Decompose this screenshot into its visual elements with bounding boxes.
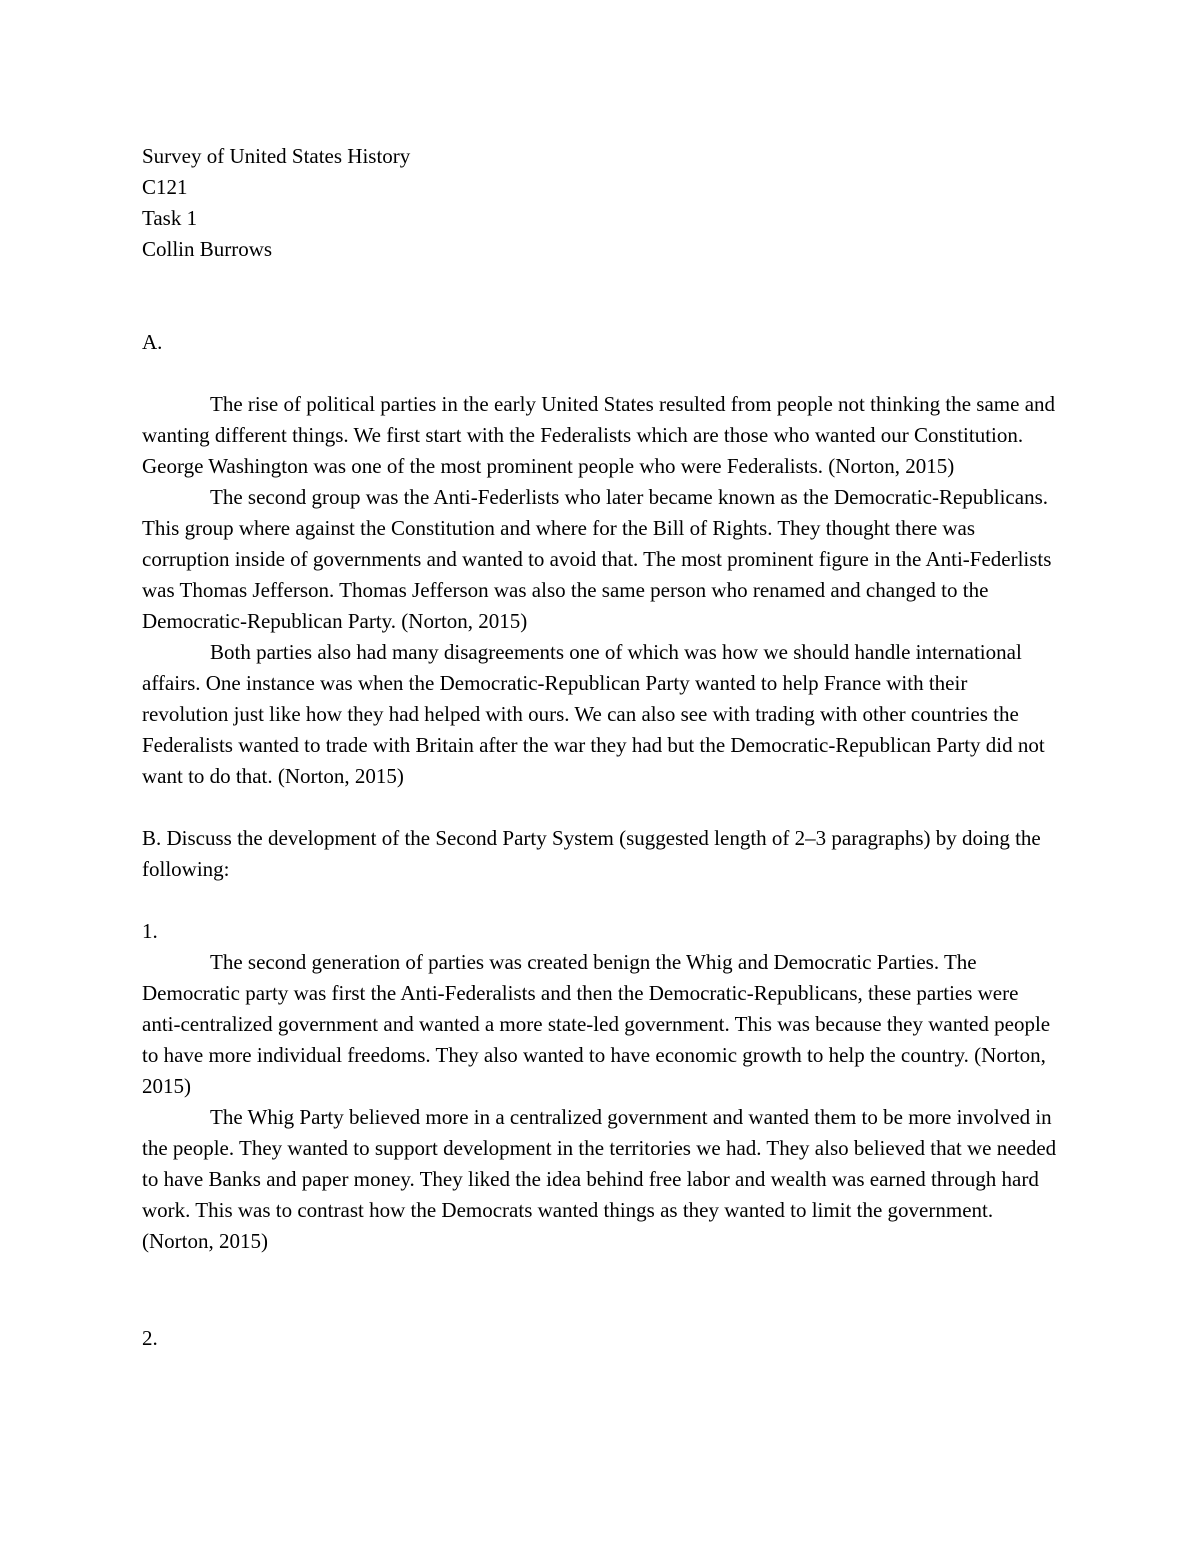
spacer <box>142 265 1058 327</box>
course-title: Survey of United States History <box>142 144 411 168</box>
author-name: Collin Burrows <box>142 237 273 261</box>
section-a-paragraph-2: The second group was the Anti-Federlists who later became known as the Democratic-Republicans. This group where against the Constitution and where for the Bill of Rights. They thought there was corruption inside of governments and wanted to avoid that. The most prominent figure in the Anti-Federlists was Thomas Jefferson. Thomas Jefferson was also the same person who renamed and changed to the Democratic-Republican Party. (Norton, 2015) <box>142 485 1052 633</box>
spacer <box>142 792 1058 823</box>
spacer <box>142 885 1058 916</box>
section-a-label: A. <box>142 330 163 354</box>
section-a-paragraph-3: Both parties also had many disagreements one of which was how we should handle international affairs. One instance was when the Democratic-Republican Party wanted to help France with their revolution just like how they had helped with ours. We can also see with trading with other countries the Federalists wanted to trade with Britain after the war they had but the Democratic-Republican Party did not want to do that. (Norton, 2015) <box>142 640 1045 788</box>
task-label: Task 1 <box>142 206 198 230</box>
section-a-paragraph-1: The rise of political parties in the early United States resulted from people not thinking the same and wanting different things. We first start with the Federalists which are those who wanted our Constitution. George Washington was one of the most prominent people who were Federalists. (Norton, 2015) <box>142 392 1056 478</box>
item-1-label: 1. <box>142 919 158 943</box>
section-b-prompt: B. Discuss the development of the Second Party System (suggested length of 2–3 paragraphs) by doing the following: <box>142 826 1041 881</box>
spacer <box>142 358 1058 389</box>
header-block <box>142 141 1058 265</box>
spacer <box>142 1257 1058 1323</box>
item-1-paragraph-1: The second generation of parties was created benign the Whig and Democratic Parties. The Democratic party was first the Anti-Federalists and then the Democratic-Republicans, these parties were anti-centralized government and wanted a more state-led government. This was because they wanted people to have more individual freedoms. They also wanted to have economic growth to help the country. (Norton, 2015) <box>142 950 1051 1098</box>
document-body <box>142 141 1058 1354</box>
course-code: C121 <box>142 175 188 199</box>
item-2-label: 2. <box>142 1326 158 1350</box>
item-1-paragraph-2: The Whig Party believed more in a centralized government and wanted them to be more involved in the people. They wanted to support development in the territories we had. They also believed that we needed to have Banks and paper money. They liked the idea behind free labor and wealth was earned through hard work. This was to contrast how the Democrats wanted things as they wanted to limit the government. (Norton, 2015) <box>142 1105 1057 1253</box>
